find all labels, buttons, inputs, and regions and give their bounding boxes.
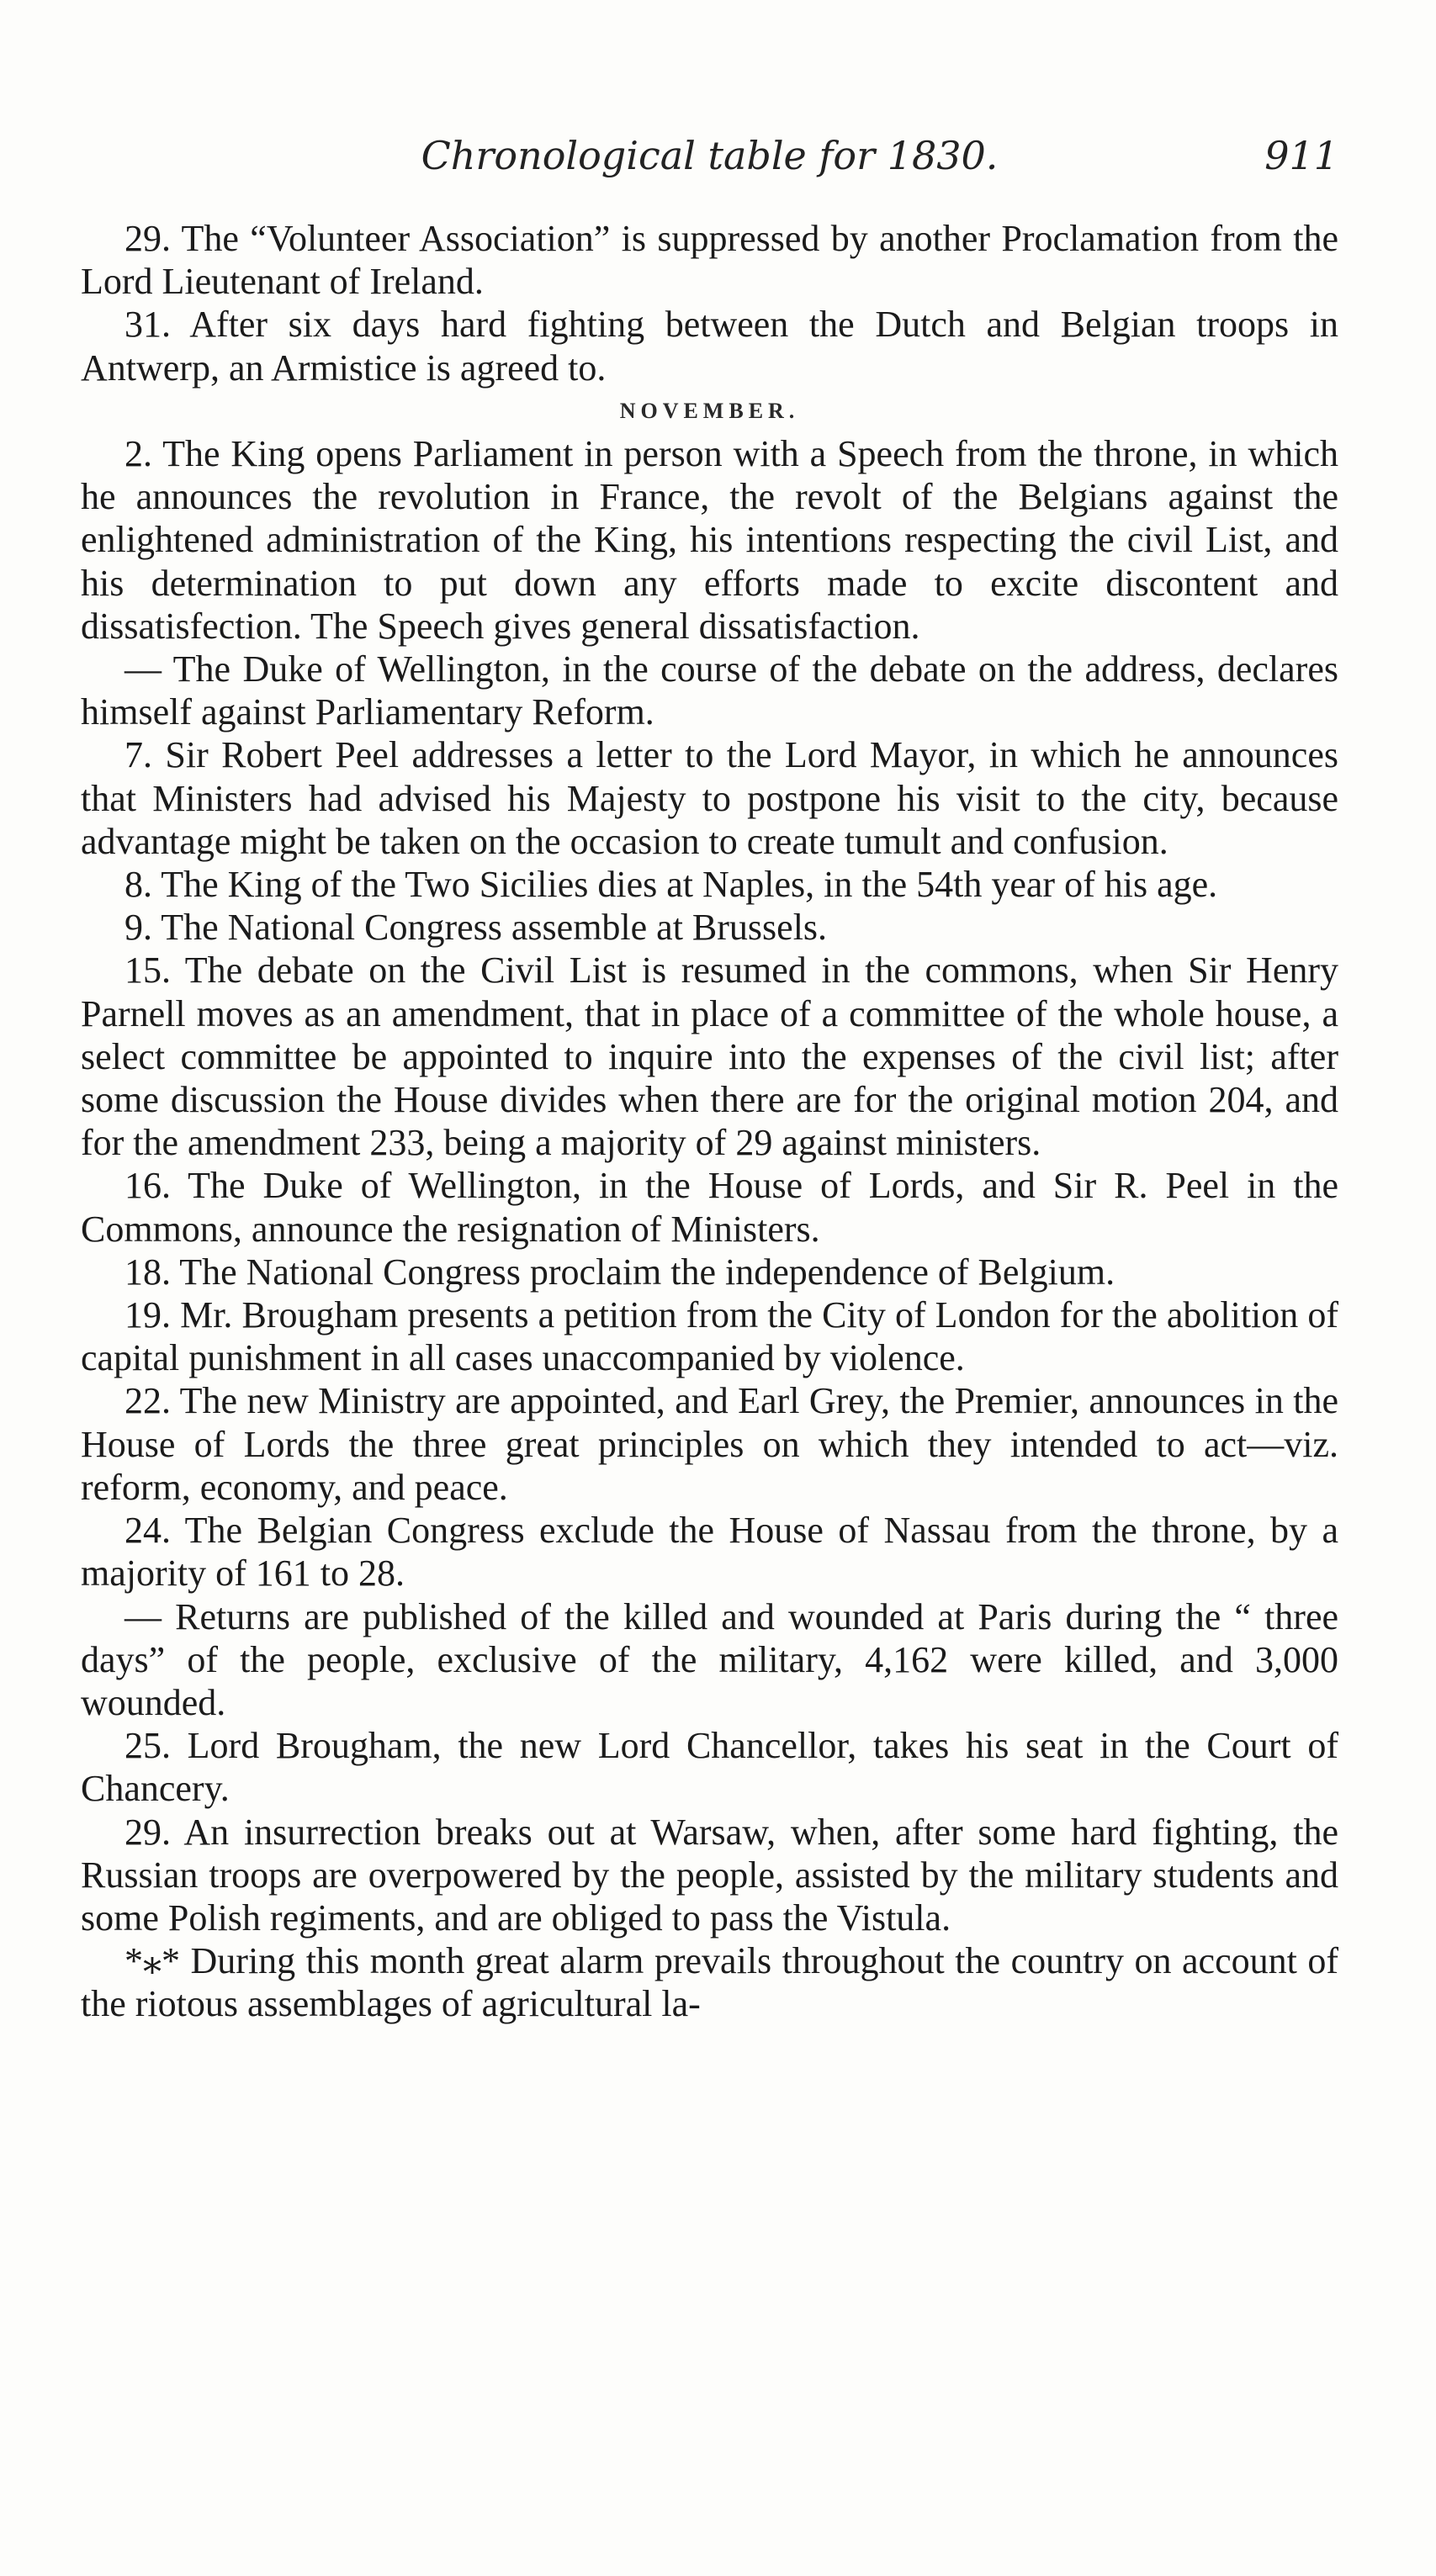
entry-nov-18: 18. The National Congress proclaim the independence of Belgium. — [125, 1251, 1115, 1293]
entry-oct-29: 29. The “Volunteer Association” is suppressed by another Proclamation from the Lord Lieutenant of Ireland. — [81, 218, 1338, 303]
entry-oct-31: 31. After six days hard fighting between the Dutch and Belgian troops in Antwerp, an Armistice is agreed to. — [81, 304, 1338, 389]
entry-nov-2-wellington: — The Duke of Wellington, in the course of the debate on the address, declares himself against Parliamentary Reform. — [81, 648, 1338, 733]
entry-nov-24-returns: — Returns are published of the killed and wounded at Paris during the “ three days” of the people, exclusive of the military, 4,162 were killed, and 3,000 wounded. — [81, 1595, 1338, 1723]
entry-nov-16: 16. The Duke of Wellington, in the House of Lords, and Sir R. Peel in the Commons, announce the resignation of Ministers. — [81, 1165, 1338, 1250]
entry-nov-2: 2. The King opens Parliament in person with a Speech from the throne, in which he announces the revolution in France, the revolt of the Belgians against the enlightened administration of the King, his intentions respecting the civil List, and his determination to put down any efforts made to excite discontent and dissatisfection. The Speech gives general dissatisfaction. — [81, 433, 1338, 647]
page-number: 911 — [1264, 133, 1338, 178]
entry-nov-22: 22. The new Ministry are appointed, and Earl Grey, the Premier, announces in the House of Lords the three great principles on which they intended to act—viz. reform, economy, and peace. — [81, 1380, 1338, 1508]
entry-nov-9: 9. The National Congress assemble at Brussels. — [125, 907, 828, 949]
entry-nov-29: 29. An insurrection breaks out at Warsaw, when, after some hard fighting, the Russian troops are overpowered by the people, assisted by the military students and some Polish regiments, and are obliged to pass the Vistula. — [81, 1811, 1338, 1939]
entry-month-note: *⁎* During this month great alarm prevails throughout the country on account of the riotous assemblages of agricultural la- — [81, 1940, 1338, 2025]
section-heading-november: NOVEMBER. — [619, 398, 800, 423]
running-header — [81, 130, 1338, 198]
entry-nov-19: 19. Mr. Brougham presents a petition from the City of London for the abolition of capital punishment in all cases unaccompanied by violence. — [81, 1294, 1338, 1379]
entry-nov-25: 25. Lord Brougham, the new Lord Chancellor, takes his seat in the Court of Chancery. — [81, 1725, 1338, 1810]
entry-nov-15: 15. The debate on the Civil List is resumed in the commons, when Sir Henry Parnell moves as an amendment, that in place of a committee of the whole house, a select committee be appointed to inquire into the expenses of the civil list; after some discussion the House divides when there are for the original motion 204, and for the amendment 233, being a majority of 29 against ministers. — [81, 949, 1338, 1164]
running-title: Chronological table for 1830. — [421, 133, 999, 178]
entry-nov-24: 24. The Belgian Congress exclude the House of Nassau from the throne, by a majority of 161 to 28. — [81, 1510, 1338, 1595]
entry-nov-7: 7. Sir Robert Peel addresses a letter to the Lord Mayor, in which he announces that Ministers had advised his Majesty to postpone his visit to the city, because advantage might be taken on the occasion to create tumult and confusion. — [81, 734, 1338, 862]
entry-nov-8: 8. The King of the Two Sicilies dies at Naples, in the 54th year of his age. — [125, 864, 1218, 906]
chronology-text — [81, 217, 1338, 2026]
